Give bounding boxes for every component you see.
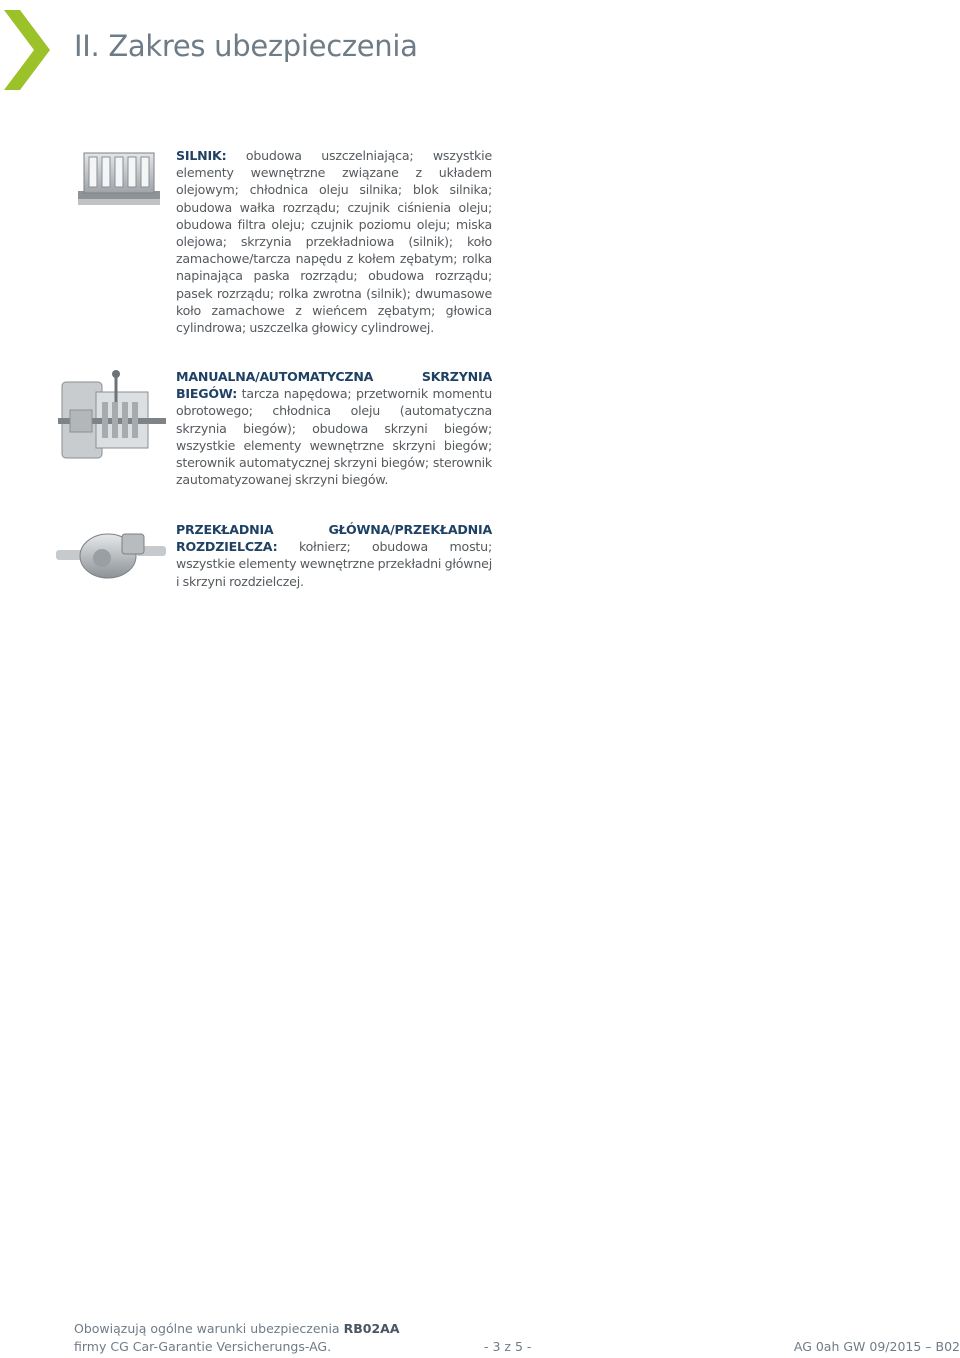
brand-chevron-icon: [0, 2, 54, 98]
footer-doc-ref: AG 0ah GW 09/2015 – B02: [793, 1339, 960, 1354]
page-title: II. Zakres ubezpieczenia: [74, 29, 418, 63]
section-differential-heading: PRZEKŁADNIA GŁÓWNA/PRZEKŁADNIA ROZDZIELCZA:: [176, 522, 492, 555]
gearbox-icon: [58, 370, 168, 462]
section-engine-text: [176, 147, 492, 336]
section-engine: [176, 147, 492, 336]
section-engine-body: obudowa uszczelniająca; wszystkie elementy wewnętrzne związane z układem olejowym; chłodnica oleju silnika; blok silnika; obudowa wałka rozrządu; czujnik ciśnienia oleju; obudowa filtra oleju; czujnik poziomu oleju; miska olejowa; skrzynia przekładniowa (silnik); koło zamachowe/tarcza napędu z kołem zębatym; rolka napinająca paska rozrządu; obudowa rozrządu; pasek rozrządu; rolka zwrotna (silnik); dwumasowe koło zamachowe z wieńcem zębatym; głowica cylindrowa; uszczelka głowicy cylindrowej.: [176, 148, 492, 336]
section-engine-heading: SILNIK:: [176, 148, 227, 163]
footer-page-number: - 3 z 5 -: [484, 1339, 532, 1354]
footer-line-1: [74, 1320, 400, 1338]
footer-terms: [74, 1320, 400, 1356]
section-differential: [176, 521, 492, 590]
section-gearbox: [176, 368, 492, 488]
footer-terms-code: RB02AA: [343, 1321, 400, 1336]
section-differential-text: [176, 521, 492, 590]
engine-block-icon: [76, 147, 162, 209]
differential-icon: [56, 520, 166, 584]
section-gearbox-heading: MANUALNA/AUTOMATYCZNA SKRZYNIA BIEGÓW:: [176, 369, 492, 402]
footer-line-2: firmy CG Car-Garantie Versicherungs-AG.: [74, 1339, 332, 1354]
section-gearbox-text: [176, 368, 492, 488]
footer-terms-prefix: Obowiązują ogólne warunki ubezpieczenia: [74, 1321, 340, 1336]
section-gearbox-body: tarcza napędowa; przetwornik momentu obrotowego; chłodnica oleju (automatyczna skrzynia biegów); obudowa skrzyni biegów; wszystkie elementy wewnętrzne skrzyni biegów; sterownik automatycznej skrzyni biegów; sterownik zautomatyzowanej skrzyni biegów.: [176, 386, 492, 488]
section-differential-body: kołnierz; obudowa mostu; wszystkie elementy wewnętrzne przekładni głównej i skrzyni rozdzielczej.: [176, 539, 492, 589]
